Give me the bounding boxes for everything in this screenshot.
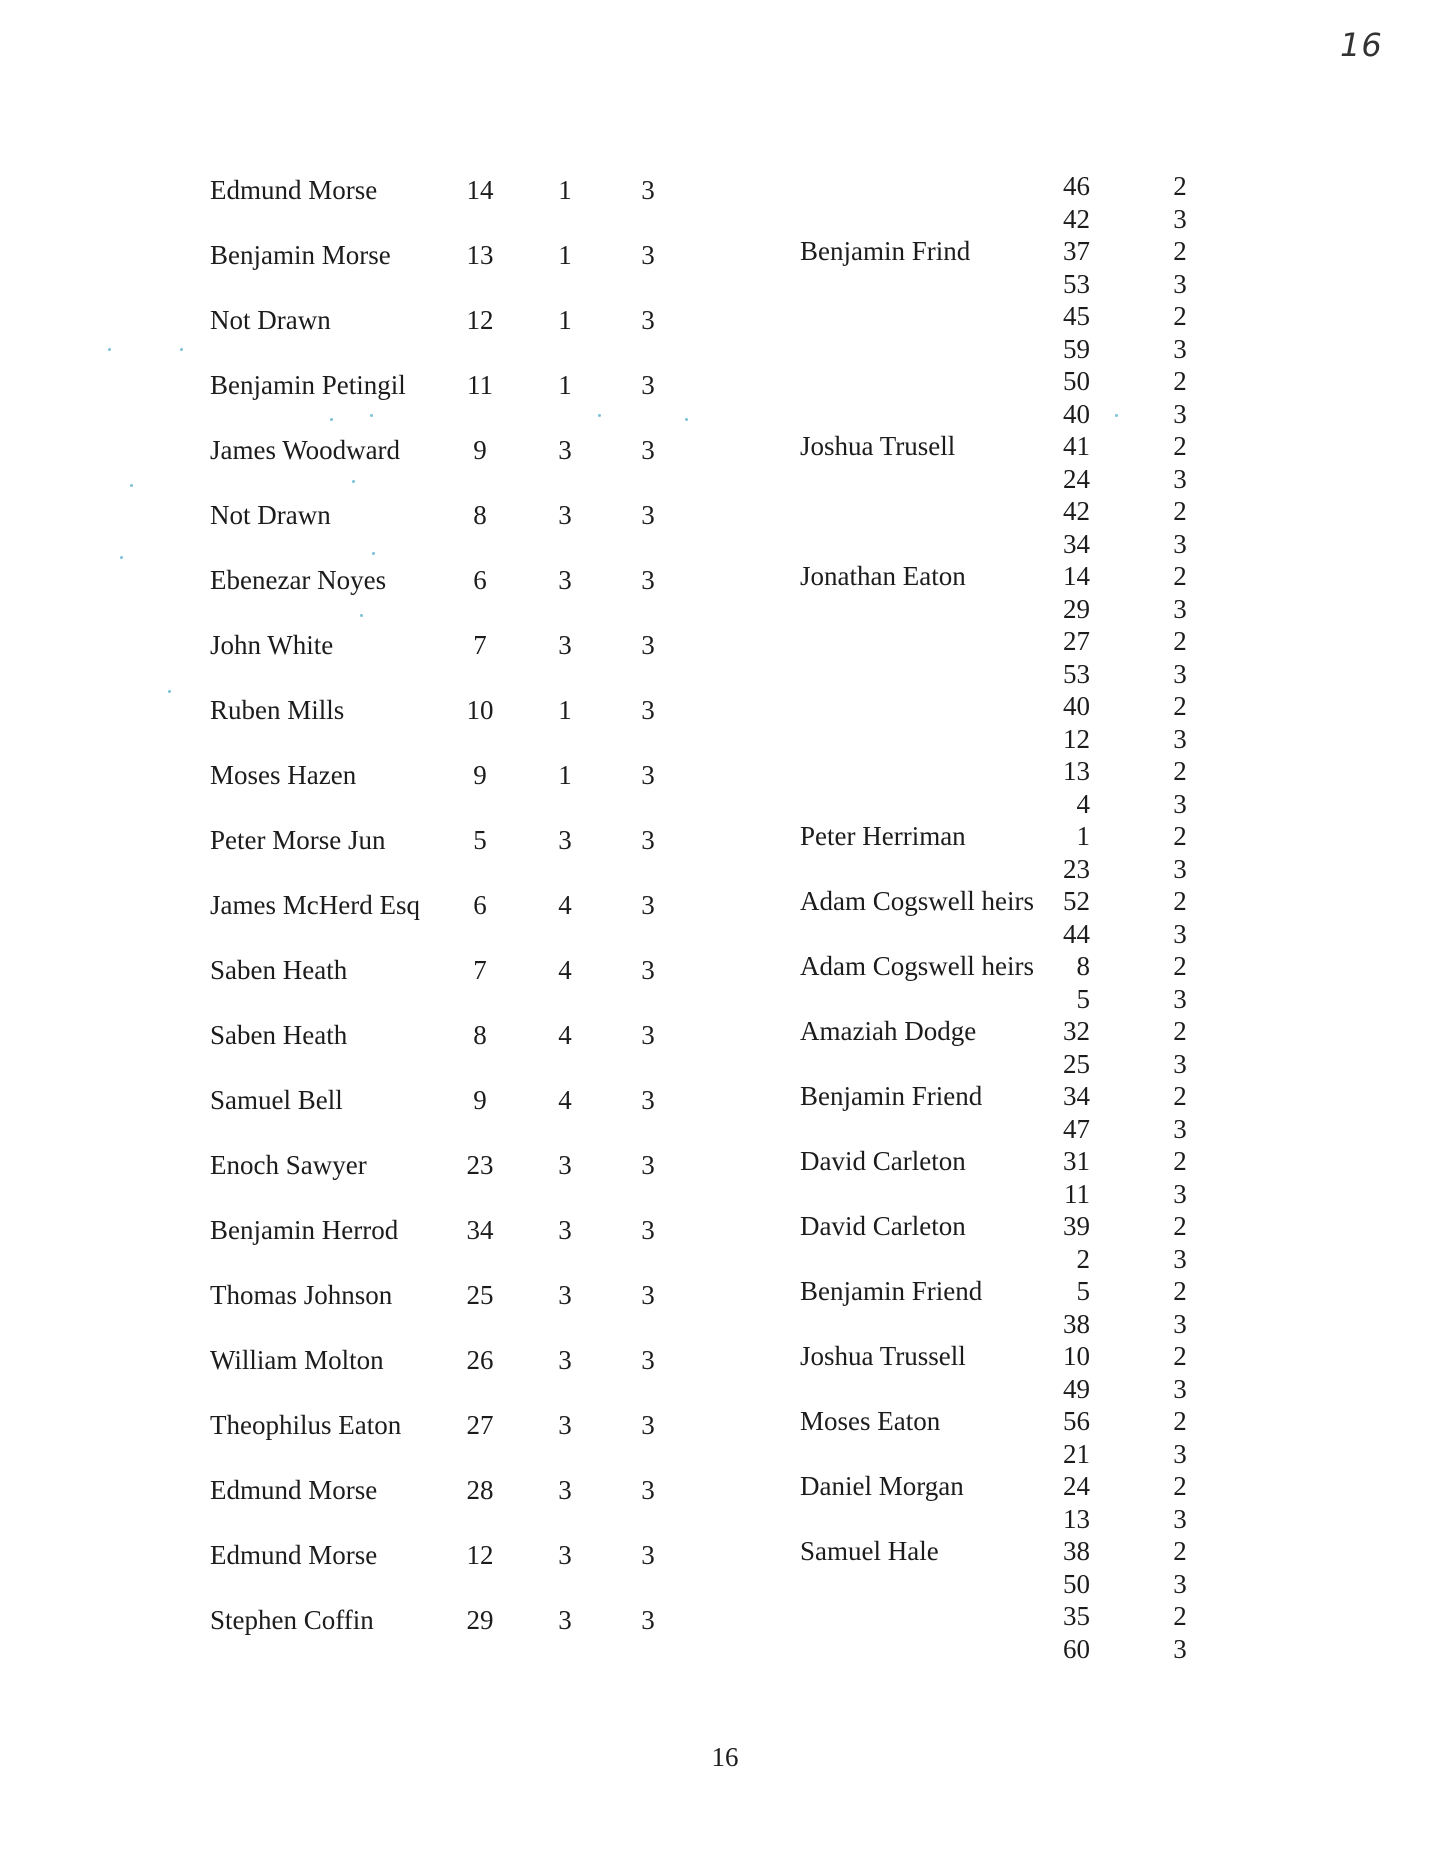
division-number: 3 [1173, 788, 1187, 819]
table-row [800, 593, 1250, 625]
table-row [800, 1145, 1250, 1177]
owner-name: Benjamin Morse [210, 240, 391, 270]
owner-name: Adam Cogswell heirs [800, 951, 1034, 981]
division-number: 3 [1173, 1373, 1187, 1404]
table-row [210, 820, 710, 860]
lot-number: 29 [1063, 593, 1090, 624]
range-number: 3 [558, 1410, 572, 1440]
scan-speck [372, 552, 375, 555]
lot-number: 6 [473, 565, 487, 595]
range-number: 3 [558, 500, 572, 530]
division-number: 2 [1173, 1081, 1187, 1111]
owner-name: John White [210, 630, 334, 660]
table-row [800, 495, 1250, 527]
lot-number: 49 [1063, 1373, 1090, 1404]
division-number: 3 [1173, 268, 1187, 299]
owner-name: Ebenezar Noyes [210, 565, 387, 595]
table-row [800, 170, 1250, 202]
division-number: 3 [641, 500, 655, 530]
division-number: 3 [1173, 333, 1187, 364]
lot-number: 6 [473, 890, 487, 920]
table-row [800, 1503, 1250, 1535]
division-number: 3 [641, 1475, 655, 1505]
lot-number: 21 [1063, 1438, 1090, 1469]
lot-number: 32 [1063, 1016, 1090, 1046]
division-number: 2 [1173, 1146, 1187, 1176]
range-number: 3 [558, 825, 572, 855]
division-number: 3 [1173, 1178, 1187, 1209]
table-row [210, 495, 710, 535]
lot-number: 27 [1063, 626, 1090, 656]
division-number: 3 [1173, 593, 1187, 624]
table-row [800, 853, 1250, 885]
division-number: 3 [641, 1085, 655, 1115]
table-row [210, 235, 710, 275]
lot-number: 14 [1063, 561, 1090, 591]
table-row [800, 1438, 1250, 1470]
division-number: 3 [641, 1540, 655, 1570]
range-number: 4 [558, 890, 572, 920]
range-number: 3 [558, 565, 572, 595]
table-row [210, 430, 710, 470]
range-number: 3 [558, 1150, 572, 1180]
range-number: 1 [558, 175, 572, 205]
lot-number: 5 [473, 825, 487, 855]
division-number: 3 [1173, 528, 1187, 559]
owner-name: Peter Morse Jun [210, 825, 386, 855]
table-row [210, 885, 710, 925]
table-row [210, 1470, 710, 1510]
owner-name: James Woodward [210, 435, 401, 465]
division-number: 3 [641, 890, 655, 920]
division-number: 2 [1173, 171, 1187, 201]
lot-number: 1 [1076, 821, 1090, 851]
owner-name: David Carleton [800, 1146, 966, 1176]
lot-number: 34 [1063, 528, 1090, 559]
division-number: 2 [1173, 561, 1187, 591]
range-number: 3 [558, 630, 572, 660]
table-row [800, 333, 1250, 365]
division-number: 2 [1173, 1536, 1187, 1566]
table-row [800, 755, 1250, 787]
division-number: 3 [1173, 853, 1187, 884]
lot-number: 8 [473, 1020, 487, 1050]
division-number: 2 [1173, 1341, 1187, 1371]
lot-number: 27 [466, 1410, 494, 1440]
lot-number: 45 [1063, 301, 1090, 331]
division-number: 2 [1173, 1211, 1187, 1241]
division-number: 2 [1173, 756, 1187, 786]
table-row [800, 1568, 1250, 1600]
lot-number: 31 [1063, 1146, 1090, 1176]
division-number: 3 [1173, 398, 1187, 429]
lot-number: 14 [466, 175, 494, 205]
lot-number: 38 [1063, 1536, 1090, 1566]
lot-number: 24 [1063, 463, 1090, 494]
division-number: 3 [641, 955, 655, 985]
division-number: 2 [1173, 626, 1187, 656]
lot-number: 25 [1063, 1048, 1090, 1079]
owner-name: Edmund Morse [210, 1540, 378, 1570]
lot-number: 13 [1063, 756, 1090, 786]
range-number: 1 [558, 760, 572, 790]
table-row [800, 1048, 1250, 1080]
owner-name: Saben Heath [210, 1020, 348, 1050]
division-number: 3 [1173, 1048, 1187, 1079]
division-number: 3 [1173, 918, 1187, 949]
lot-number: 35 [1063, 1601, 1090, 1631]
owner-name: Benjamin Friend [800, 1081, 983, 1111]
division-number: 3 [1173, 1243, 1187, 1274]
division-number: 3 [641, 565, 655, 595]
owner-name: Samuel Bell [210, 1085, 343, 1115]
range-number: 1 [558, 305, 572, 335]
owner-name: Moses Eaton [800, 1406, 941, 1436]
table-row [210, 365, 710, 405]
lot-number: 50 [1063, 1568, 1090, 1599]
owner-name: Daniel Morgan [800, 1471, 964, 1501]
range-number: 3 [558, 1605, 572, 1635]
owner-name: Samuel Hale [800, 1536, 939, 1566]
owner-name: Enoch Sawyer [210, 1150, 367, 1180]
table-row [210, 950, 710, 990]
division-number: 2 [1173, 496, 1187, 526]
owner-name: Joshua Trusell [800, 431, 956, 461]
division-number: 3 [1173, 1568, 1187, 1599]
table-row [800, 788, 1250, 820]
division-number: 3 [1173, 463, 1187, 494]
lot-number: 7 [473, 955, 487, 985]
table-row [800, 983, 1250, 1015]
table-row [210, 1275, 710, 1315]
lot-number: 29 [466, 1605, 494, 1635]
table-row [800, 950, 1250, 982]
table-row [800, 1600, 1250, 1632]
division-number: 3 [641, 1410, 655, 1440]
lot-number: 12 [466, 1540, 494, 1570]
table-row [210, 1145, 710, 1185]
owner-name: James McHerd Esq [210, 890, 420, 920]
owner-name: Benjamin Frind [800, 236, 971, 266]
table-row [800, 463, 1250, 495]
owner-name: Theophilus Eaton [210, 1410, 402, 1440]
lot-number: 24 [1063, 1471, 1090, 1501]
table-row [800, 690, 1250, 722]
lot-number: 12 [1063, 723, 1090, 754]
lot-number: 60 [1063, 1633, 1090, 1664]
scan-speck [130, 484, 133, 487]
division-number: 2 [1173, 821, 1187, 851]
lot-number: 9 [473, 435, 487, 465]
division-number: 3 [1173, 1308, 1187, 1339]
division-number: 3 [641, 1150, 655, 1180]
range-number: 3 [558, 1475, 572, 1505]
table-row [800, 560, 1250, 592]
division-number: 3 [1173, 1633, 1187, 1664]
scan-speck [168, 690, 171, 693]
range-number: 3 [558, 1215, 572, 1245]
table-row [800, 1178, 1250, 1210]
table-row [800, 658, 1250, 690]
division-number: 3 [641, 175, 655, 205]
scan-speck [1115, 414, 1118, 417]
table-row [210, 1600, 710, 1640]
division-number: 3 [1173, 983, 1187, 1014]
owner-name: William Molton [210, 1345, 384, 1375]
table-row [800, 1275, 1250, 1307]
table-row [800, 1470, 1250, 1502]
owner-name: Adam Cogswell heirs [800, 886, 1034, 916]
table-row [800, 1113, 1250, 1145]
division-number: 2 [1173, 951, 1187, 981]
lot-number: 9 [473, 760, 487, 790]
table-row [800, 1340, 1250, 1372]
owner-name: Peter Herriman [800, 821, 966, 851]
lot-number: 11 [1064, 1178, 1090, 1209]
division-number: 3 [641, 825, 655, 855]
table-row [210, 560, 710, 600]
scan-speck [330, 418, 333, 421]
division-number: 3 [641, 1215, 655, 1245]
table-row [800, 268, 1250, 300]
division-number: 2 [1173, 1471, 1187, 1501]
scan-speck [370, 414, 373, 417]
table-row [800, 430, 1250, 462]
division-number: 3 [1173, 1503, 1187, 1534]
table-row [800, 1308, 1250, 1340]
table-row [210, 625, 710, 665]
lot-number: 37 [1063, 236, 1090, 266]
lot-number: 38 [1063, 1308, 1090, 1339]
lot-number: 50 [1063, 366, 1090, 396]
lot-number: 46 [1063, 171, 1090, 201]
division-number: 3 [1173, 658, 1187, 689]
division-number: 3 [641, 760, 655, 790]
owner-name: Benjamin Herrod [210, 1215, 399, 1245]
lot-number: 56 [1063, 1406, 1090, 1436]
owner-name: Edmund Morse [210, 175, 378, 205]
table-row [800, 1080, 1250, 1112]
table-row [210, 1210, 710, 1250]
lot-number: 10 [1063, 1341, 1090, 1371]
owner-name: Jonathan Eaton [800, 561, 966, 591]
lot-number: 23 [1063, 853, 1090, 884]
table-row [800, 300, 1250, 332]
division-number: 3 [1173, 203, 1187, 234]
lot-number: 10 [466, 695, 494, 725]
division-number: 2 [1173, 431, 1187, 461]
owner-name: David Carleton [800, 1211, 966, 1241]
table-row [800, 1633, 1250, 1665]
table-row [800, 820, 1250, 852]
division-number: 2 [1173, 366, 1187, 396]
owner-name: Thomas Johnson [210, 1280, 393, 1310]
scan-speck [120, 556, 123, 559]
division-number: 3 [641, 1605, 655, 1635]
table-row [800, 528, 1250, 560]
owner-name: Stephen Coffin [210, 1605, 374, 1635]
lot-number: 26 [466, 1345, 494, 1375]
division-number: 3 [641, 370, 655, 400]
range-number: 1 [558, 240, 572, 270]
table-row [210, 1535, 710, 1575]
lot-number: 25 [466, 1280, 494, 1310]
lot-number: 40 [1063, 691, 1090, 721]
lot-number: 9 [473, 1085, 487, 1115]
owner-name: Benjamin Petingil [210, 370, 406, 400]
table-row [800, 398, 1250, 430]
table-row [800, 723, 1250, 755]
lot-number: 11 [467, 370, 493, 400]
division-number: 3 [1173, 723, 1187, 754]
lot-number: 47 [1063, 1113, 1090, 1144]
lot-number: 2 [1076, 1243, 1090, 1274]
division-number: 3 [1173, 1438, 1187, 1469]
table-row [800, 1405, 1250, 1437]
table-row [800, 918, 1250, 950]
lot-number: 13 [1063, 1503, 1090, 1534]
lot-number: 42 [1063, 496, 1090, 526]
table-row [800, 1243, 1250, 1275]
table-row [210, 1405, 710, 1445]
owner-name: Moses Hazen [210, 760, 357, 790]
table-row [210, 755, 710, 795]
table-row [210, 170, 710, 210]
lot-number: 40 [1063, 398, 1090, 429]
owner-name: Saben Heath [210, 955, 348, 985]
lot-number: 8 [473, 500, 487, 530]
division-number: 2 [1173, 236, 1187, 266]
owner-name: Edmund Morse [210, 1475, 378, 1505]
page-number: 16 [711, 1742, 739, 1772]
lot-number: 13 [466, 240, 494, 270]
lot-number: 4 [1076, 788, 1090, 819]
lot-number: 23 [466, 1150, 494, 1180]
range-number: 4 [558, 955, 572, 985]
owner-name: Joshua Trussell [800, 1341, 966, 1371]
scan-speck [685, 418, 688, 421]
range-number: 3 [558, 1345, 572, 1375]
range-number: 3 [558, 1280, 572, 1310]
lot-number: 34 [1063, 1081, 1090, 1111]
table-row [800, 1210, 1250, 1242]
division-number: 2 [1173, 1276, 1187, 1306]
range-number: 4 [558, 1085, 572, 1115]
table-row [800, 625, 1250, 657]
table-row [800, 885, 1250, 917]
owner-name: Not Drawn [210, 500, 331, 530]
lot-number: 59 [1063, 333, 1090, 364]
division-number: 3 [641, 305, 655, 335]
lot-number: 7 [473, 630, 487, 660]
handwritten-page-number: 16 [1340, 26, 1383, 64]
lot-number: 44 [1063, 918, 1090, 949]
table-row [800, 1373, 1250, 1405]
table-row [800, 365, 1250, 397]
division-number: 3 [641, 240, 655, 270]
division-number: 3 [641, 435, 655, 465]
lot-number: 34 [466, 1215, 494, 1245]
table-row [800, 235, 1250, 267]
lot-number: 39 [1063, 1211, 1090, 1241]
owner-name: Amaziah Dodge [800, 1016, 977, 1046]
division-number: 3 [641, 1345, 655, 1375]
lot-number: 5 [1076, 1276, 1090, 1306]
owner-name: Benjamin Friend [800, 1276, 983, 1306]
division-number: 3 [1173, 1113, 1187, 1144]
lot-number: 12 [466, 305, 494, 335]
division-number: 3 [641, 1280, 655, 1310]
range-number: 1 [558, 370, 572, 400]
table-row [800, 1535, 1250, 1567]
lot-number: 5 [1076, 983, 1090, 1014]
table-row [210, 1015, 710, 1055]
range-number: 4 [558, 1020, 572, 1050]
owner-name: Not Drawn [210, 305, 331, 335]
range-number: 1 [558, 695, 572, 725]
scan-speck [352, 480, 355, 483]
division-number: 2 [1173, 1406, 1187, 1436]
range-number: 3 [558, 435, 572, 465]
table-row [210, 1340, 710, 1380]
range-number: 3 [558, 1540, 572, 1570]
division-number: 2 [1173, 1016, 1187, 1046]
table-row [210, 1080, 710, 1120]
division-number: 3 [641, 630, 655, 660]
lot-number: 8 [1076, 951, 1090, 981]
table-row [800, 1015, 1250, 1047]
lot-number: 41 [1063, 431, 1090, 461]
scan-speck [598, 414, 601, 417]
division-number: 2 [1173, 886, 1187, 916]
owner-name: Ruben Mills [210, 695, 345, 725]
lot-number: 53 [1063, 268, 1090, 299]
division-number: 3 [641, 695, 655, 725]
table-row [800, 203, 1250, 235]
lot-number: 52 [1063, 886, 1090, 916]
scan-speck [108, 348, 111, 351]
division-number: 2 [1173, 301, 1187, 331]
scan-speck [180, 348, 183, 351]
division-number: 3 [641, 1020, 655, 1050]
lot-number: 53 [1063, 658, 1090, 689]
division-number: 2 [1173, 691, 1187, 721]
division-number: 2 [1173, 1601, 1187, 1631]
lot-number: 28 [466, 1475, 494, 1505]
table-row [210, 690, 710, 730]
lot-number: 42 [1063, 203, 1090, 234]
scan-speck [360, 614, 363, 617]
table-row [210, 300, 710, 340]
